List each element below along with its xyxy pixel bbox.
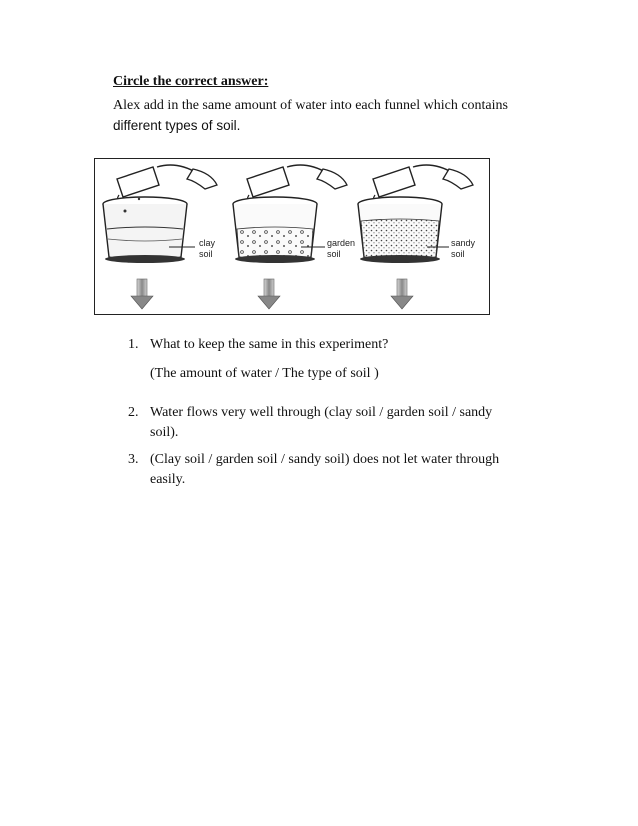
down-arrow-icon bbox=[131, 279, 153, 309]
question-number: 3. bbox=[128, 452, 139, 467]
sandy-label-2: soil bbox=[451, 249, 465, 259]
sandy-label-1: sandy bbox=[451, 238, 476, 248]
question-text[interactable]: (Clay soil / garden soil / sandy soil) does not let water through easily. bbox=[150, 452, 500, 487]
question-text[interactable]: Water flows very well through (clay soil / garden soil / sandy soil). bbox=[150, 405, 493, 440]
experiment-illustration bbox=[95, 159, 491, 316]
question-number: 1. bbox=[128, 337, 139, 352]
clay-label-2: soil bbox=[199, 249, 213, 259]
garden-label-1: garden bbox=[327, 238, 356, 248]
worksheet-heading: Circle the correct answer: bbox=[113, 74, 269, 89]
question-text: What to keep the same in this experiment? bbox=[150, 337, 389, 352]
down-arrow-icon bbox=[391, 279, 413, 309]
sandy-soil-setup bbox=[358, 165, 476, 263]
intro-text bbox=[113, 96, 543, 136]
garden-soil-setup bbox=[233, 165, 355, 263]
question-1-options[interactable]: (The amount of water / The type of soil ) bbox=[150, 366, 379, 381]
experiment-figure bbox=[94, 158, 490, 315]
down-arrow-icon bbox=[258, 279, 280, 309]
intro-line-1: Alex add in the same amount of water into each funnel which contains bbox=[113, 98, 508, 113]
garden-label-2: soil bbox=[327, 249, 341, 259]
intro-line-2: different types of soil. bbox=[113, 118, 241, 133]
question-number: 2. bbox=[128, 405, 139, 420]
clay-label-1: clay bbox=[199, 238, 216, 248]
clay-soil-setup bbox=[103, 165, 217, 263]
